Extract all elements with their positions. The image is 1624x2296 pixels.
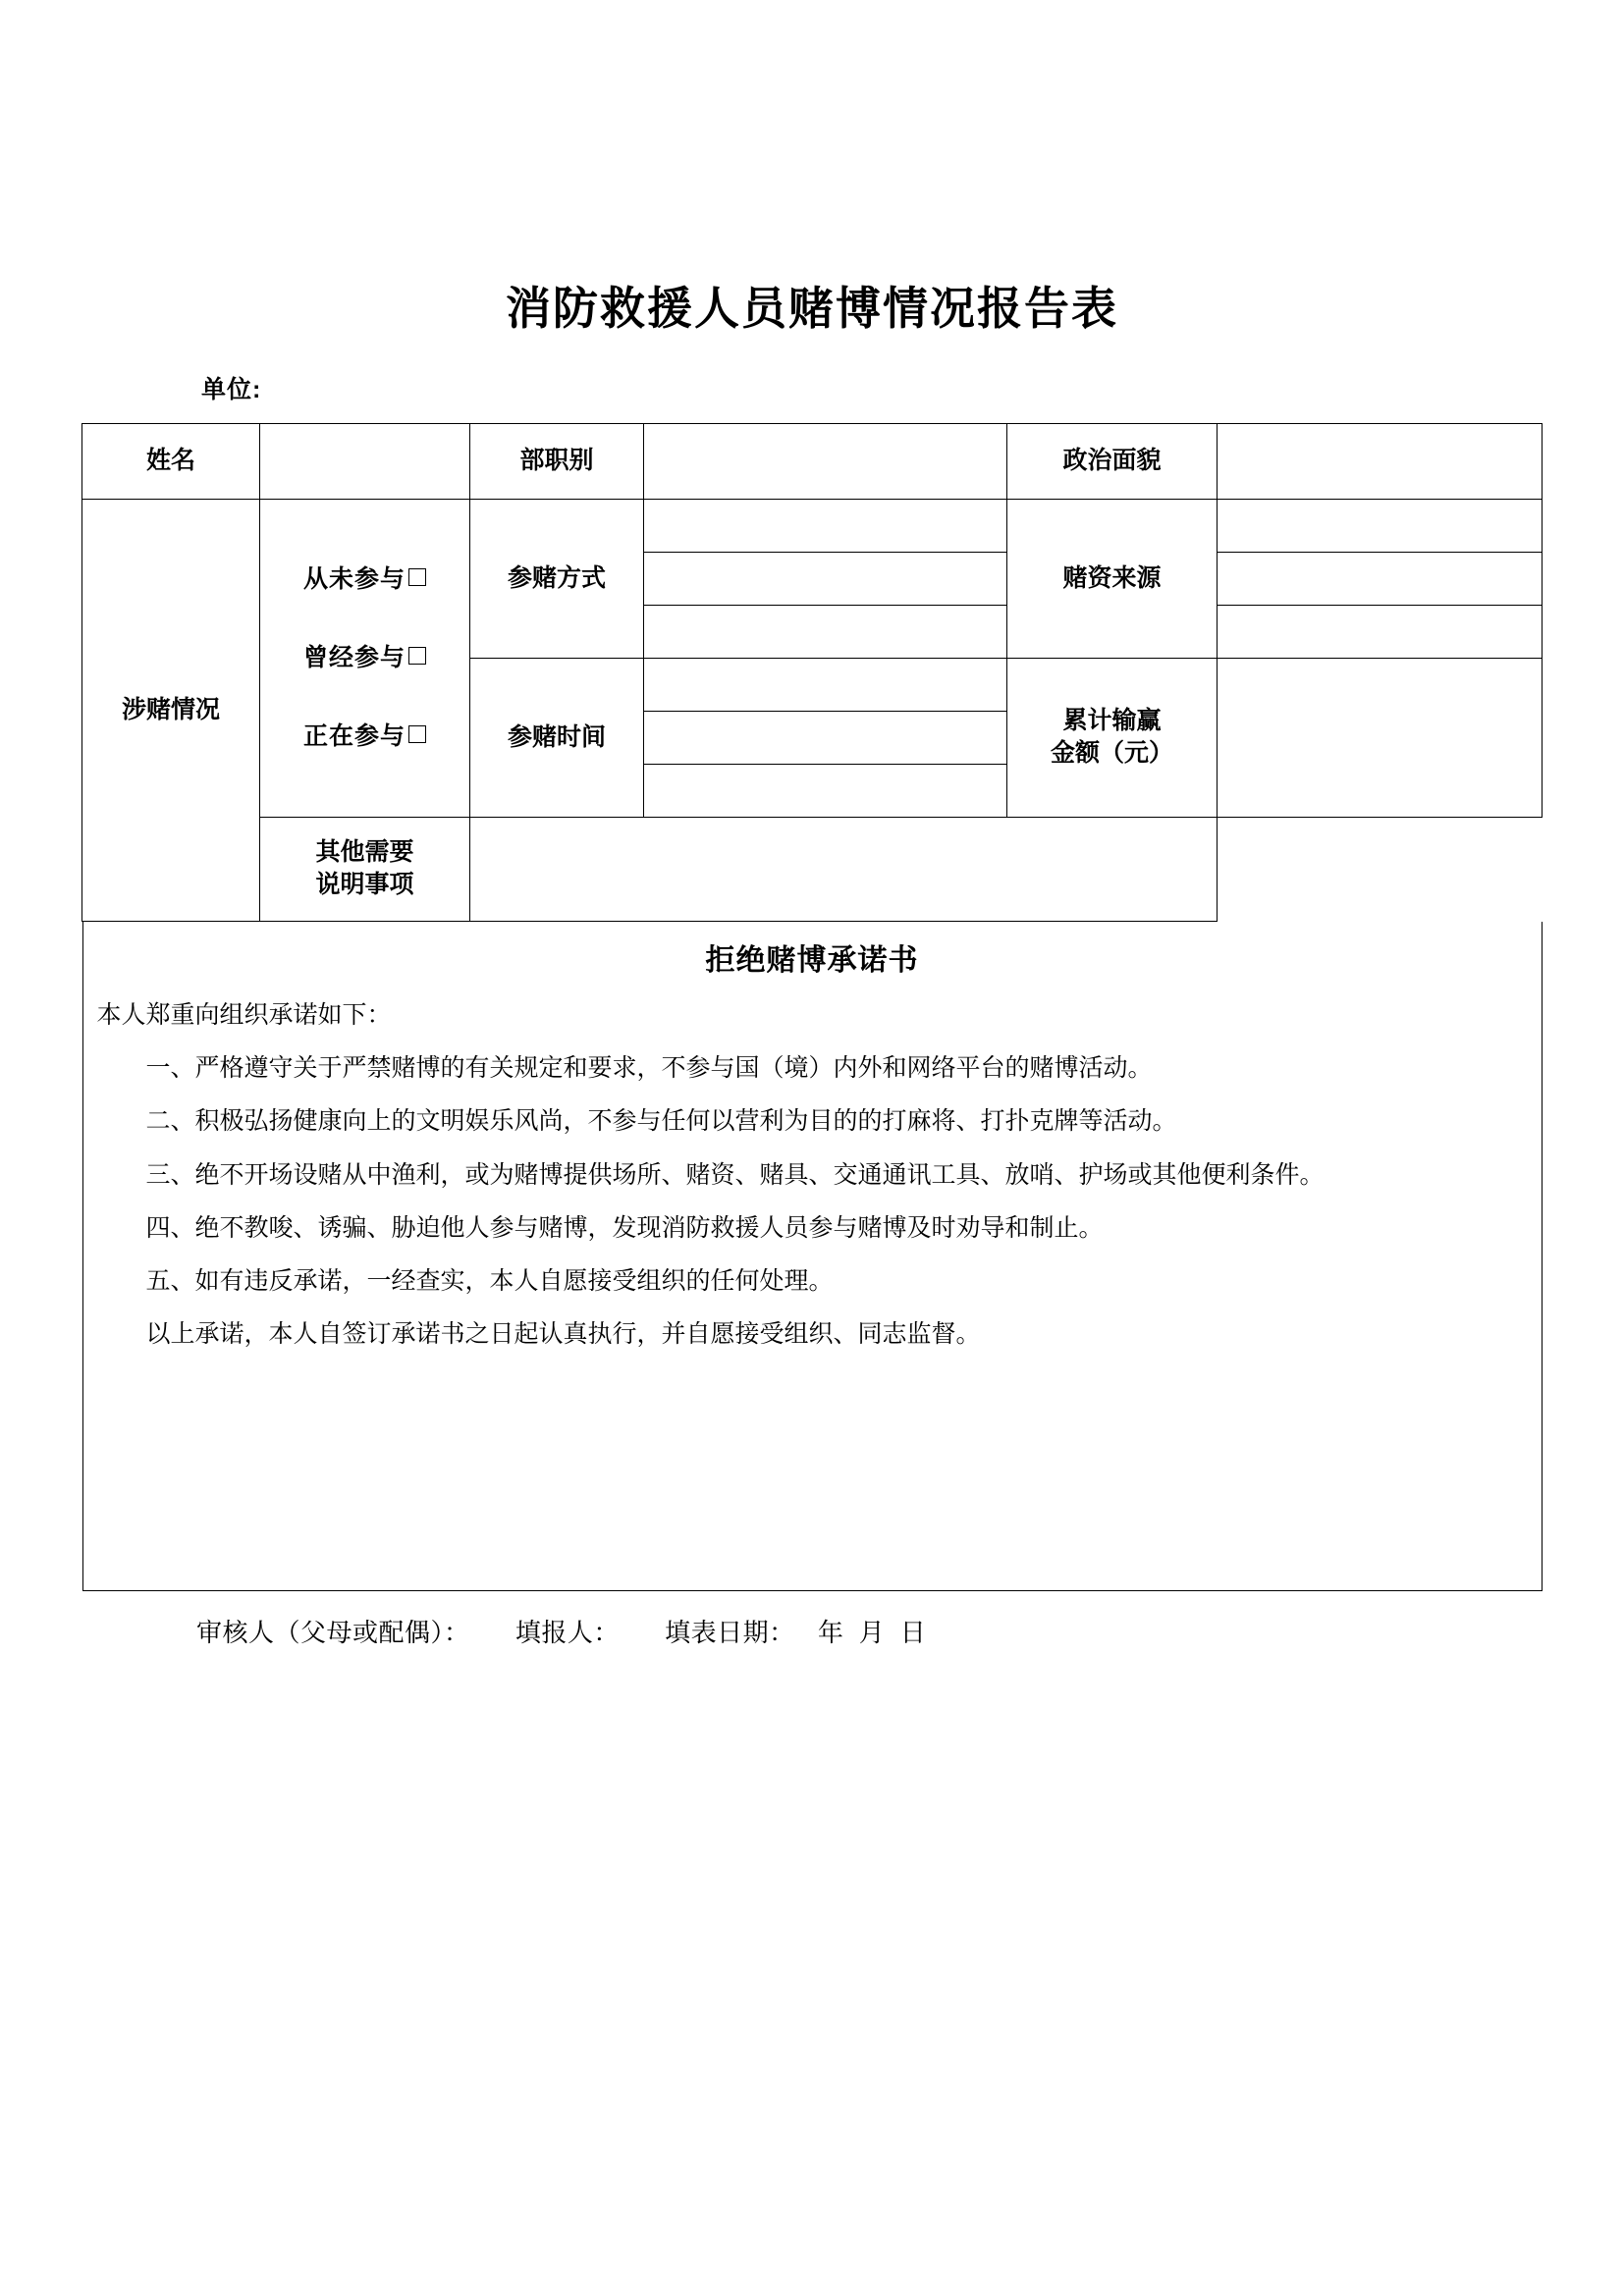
field-gambling-method-1[interactable] (644, 499, 1007, 552)
unit-label: 单位: (201, 375, 262, 403)
status-option-currently-label: 正在参与 (302, 721, 406, 750)
signature-footer: 审核人（父母或配偶）： 填报人： 填表日期： 年 月 日 (196, 1617, 927, 1647)
field-political-status-value[interactable] (1218, 423, 1543, 499)
field-cumulative-amount-value[interactable] (1218, 658, 1543, 817)
field-gambling-method-3[interactable] (644, 605, 1007, 658)
pledge-closing: 以上承诺，本人自签订承诺书之日起认真执行，并自愿接受组织、同志监督。 (145, 1320, 981, 1349)
pledge-title: 拒绝赌博承诺书 (705, 943, 919, 977)
pledge-section-container (0, 922, 1624, 1591)
pledge-blank-space (97, 1362, 1526, 1573)
status-option-currently[interactable] (260, 707, 469, 768)
table-row-method-1 (82, 499, 1543, 552)
label-political-status: 政治面貌 (1007, 423, 1218, 499)
label-cumulative-amount-line2: 金额（元） (1050, 739, 1173, 768)
field-position-value[interactable] (644, 423, 1007, 499)
field-fund-source-1[interactable] (1218, 499, 1543, 552)
field-gambling-method-2[interactable] (644, 552, 1007, 605)
pledge-item-1: 一、严格遵守关于严禁赌博的有关规定和要求，不参与国（境）内外和网络平台的赌博活动。 (145, 1054, 1153, 1083)
label-other-matters (260, 817, 470, 921)
label-cumulative-amount (1007, 658, 1218, 817)
label-name: 姓名 (82, 423, 260, 499)
status-option-formerly-label: 曾经参与 (302, 643, 406, 671)
field-fund-source-3[interactable] (1218, 605, 1543, 658)
label-cumulative-amount-line1: 累计输赢 (1062, 706, 1162, 734)
field-gambling-time-1[interactable] (644, 658, 1007, 711)
label-fund-source: 赌资来源 (1007, 499, 1218, 658)
pledge-body (83, 988, 1542, 1573)
pledge-item-4: 四、绝不教唆、诱骗、胁迫他人参与赌博，发现消防救援人员参与赌博及时劝导和制止。 (145, 1213, 1104, 1242)
pledge-item-3: 三、绝不开场设赌从中渔利，或为赌博提供场所、赌资、赌具、交通通讯工具、放哨、护场或其他便利条件。 (145, 1160, 1325, 1189)
label-other-matters-line1: 其他需要 (315, 837, 414, 866)
field-fund-source-2[interactable] (1218, 552, 1543, 605)
table-row-other-matters (82, 817, 1543, 921)
checkbox-icon-never[interactable] (408, 568, 426, 586)
pledge-item-2: 二、积极弘扬健康向上的文明娱乐风尚，不参与任何以营利为目的的打麻将、打扑克牌等活动。 (145, 1107, 1177, 1136)
status-option-never[interactable] (260, 550, 469, 611)
pledge-item-5: 五、如有违反承诺，一经查实，本人自愿接受组织的任何处理。 (145, 1267, 834, 1296)
label-other-matters-line2: 说明事项 (315, 871, 414, 899)
label-gambling-status: 涉赌情况 (82, 499, 260, 921)
page-title: 消防救援人员赌博情况报告表 (506, 283, 1118, 334)
checkbox-icon-formerly[interactable] (408, 647, 426, 665)
label-gambling-method: 参赌方式 (470, 499, 644, 658)
label-gambling-time: 参赌时间 (470, 658, 644, 817)
field-name-value[interactable] (260, 423, 470, 499)
label-position: 部职别 (470, 423, 644, 499)
field-other-matters-value[interactable] (470, 817, 1218, 921)
field-gambling-time-3[interactable] (644, 764, 1007, 817)
form-table-container (0, 405, 1624, 922)
status-option-formerly[interactable] (260, 628, 469, 689)
gambling-report-table (81, 423, 1543, 922)
pledge-section (82, 922, 1543, 1591)
field-gambling-time-2[interactable] (644, 711, 1007, 764)
checkbox-icon-currently[interactable] (408, 725, 426, 743)
pledge-intro: 本人郑重向组织承诺如下： (96, 1000, 392, 1029)
table-row-basic-info (82, 423, 1543, 499)
gambling-status-options (260, 499, 470, 817)
status-option-never-label: 从未参与 (302, 564, 406, 593)
